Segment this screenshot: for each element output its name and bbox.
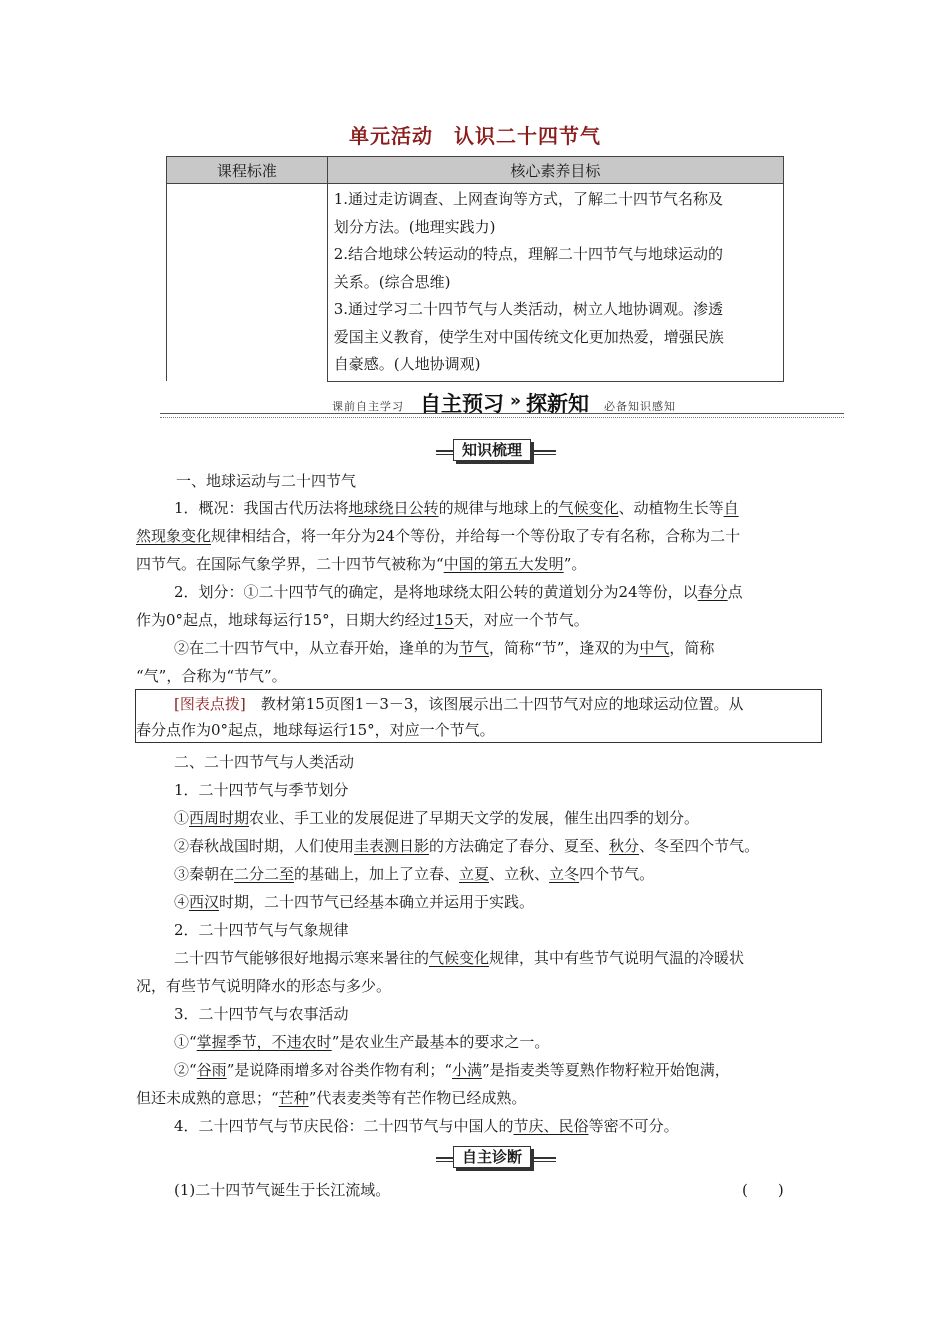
paragraph-line: 2．划分：①二十四节气的确定，是将地球绕太阳公转的黄道划分为24等份，以春分点 [174, 583, 743, 601]
banner-left-text: 课前自主学习 [332, 400, 404, 413]
heading-label: 自主诊断 [453, 1146, 531, 1168]
heading-1: 一、地球运动与二十四节气 [176, 472, 357, 490]
paragraph-line: 然现象变化规律相结合，将一年分为24个等份，并给每一个等份取了专有名称，合称为二十 [136, 527, 741, 545]
table-header: 核心素养目标 [327, 157, 783, 184]
goal-line: 3.通过学习二十四节气与人类活动，树立人地协调观。渗透 [333, 300, 724, 318]
list-item: ②“谷雨”是说降雨增多对谷类作物有利；“小满”是指麦类等夏熟作物籽粒开始饱满， [174, 1061, 730, 1079]
heading-2: 二、二十四节气与人类活动 [174, 753, 355, 771]
banner-right-text: 必备知识感知 [604, 400, 676, 413]
section-heading-diagnosis [436, 1146, 556, 1170]
list-item: 但还未成熟的意思；“芒种”代表麦类等有芒作物已经成熟。 [136, 1089, 527, 1107]
list-item: ②春秋战国时期，人们使用圭表测日影的方法确定了春分、夏至、秋分、冬至四个节气。 [174, 837, 760, 855]
paragraph-line: 1．概况：我国古代历法将地球绕日公转的规律与地球上的气候变化、动植物生长等自 [174, 499, 739, 517]
section-heading-knowledge [436, 439, 556, 463]
goal-line: 自豪感。(人地协调观) [333, 355, 481, 373]
standards-table [166, 156, 784, 382]
goal-line: 2.结合地球公转运动的特点，理解二十四节气与地球运动的 [333, 245, 724, 263]
note-line: [图表点拨] 教材第15页图1－3－3，该图展示出二十四节气对应的地球运动位置。从 [174, 695, 744, 713]
paragraph-line: “气”，合称为“节气”。 [136, 667, 287, 685]
paragraph-line: 二十四节气能够很好地揭示寒来暑往的气候变化规律，其中有些节气说明气温的冷暖状 [174, 949, 745, 967]
note-line: 春分点作为0°起点，地球每运行15°，对应一个节气。 [136, 721, 495, 739]
question-item: (1)二十四节气诞生于长江流域。 [174, 1181, 391, 1199]
section-banner [160, 386, 844, 422]
subheading: 1．二十四节气与季节划分 [174, 781, 349, 799]
answer-blank[interactable]: ( ) [742, 1181, 784, 1199]
banner-main-2: 探新知 [526, 392, 589, 416]
goal-line: 爱国主义教育，使学生对中国传统文化更加热爱，增强民族 [333, 327, 724, 346]
paragraph-line: 4．二十四节气与节庆民俗：二十四节气与中国人的节庆、民俗等密不可分。 [174, 1117, 679, 1135]
paragraph-line: 况，有些节气说明降水的形态与多少。 [136, 977, 392, 995]
list-item: ①“掌握季节，不违农时”是农业生产最基本的要求之一。 [174, 1033, 550, 1051]
paragraph-line: 四节气。在国际气象学界，二十四节气被称为“中国的第五大发明”。 [136, 555, 587, 573]
subheading: 2．二十四节气与气象规律 [174, 921, 349, 939]
list-item: ④西汉时期，二十四节气已经基本确立并运用于实践。 [174, 893, 535, 911]
list-item: ③秦朝在二分二至的基础上，加上了立春、立夏、立秋、立冬四个节气。 [174, 865, 655, 883]
goal-line: 关系。(综合思维) [333, 272, 451, 291]
list-item: ①西周时期农业、手工业的发展促进了早期天文学的发展，催生出四季的划分。 [174, 809, 700, 827]
paragraph-line: 作为0°起点，地球每运行15°，日期大约经过15天，对应一个节气。 [136, 611, 589, 629]
banner-main-1: 自主预习 [420, 392, 504, 416]
goal-line: 划分方法。(地理实践力) [333, 217, 496, 236]
subheading: 3．二十四节气与农事活动 [174, 1005, 349, 1023]
banner-arrow-icon: » [510, 391, 521, 411]
paragraph-line: ②在二十四节气中，从立春开始，逢单的为节气，简称“节”，逢双的为中气，简称 [174, 639, 715, 657]
goals-cell [327, 184, 783, 382]
goal-line: 1.通过走访调查、上网查询等方式，了解二十四节气名称及 [333, 190, 724, 208]
heading-label: 知识梳理 [453, 439, 531, 461]
table-cell-empty [167, 184, 328, 382]
table-header: 课程标准 [167, 157, 328, 184]
page-title: 单元活动 认识二十四节气 [349, 124, 601, 148]
